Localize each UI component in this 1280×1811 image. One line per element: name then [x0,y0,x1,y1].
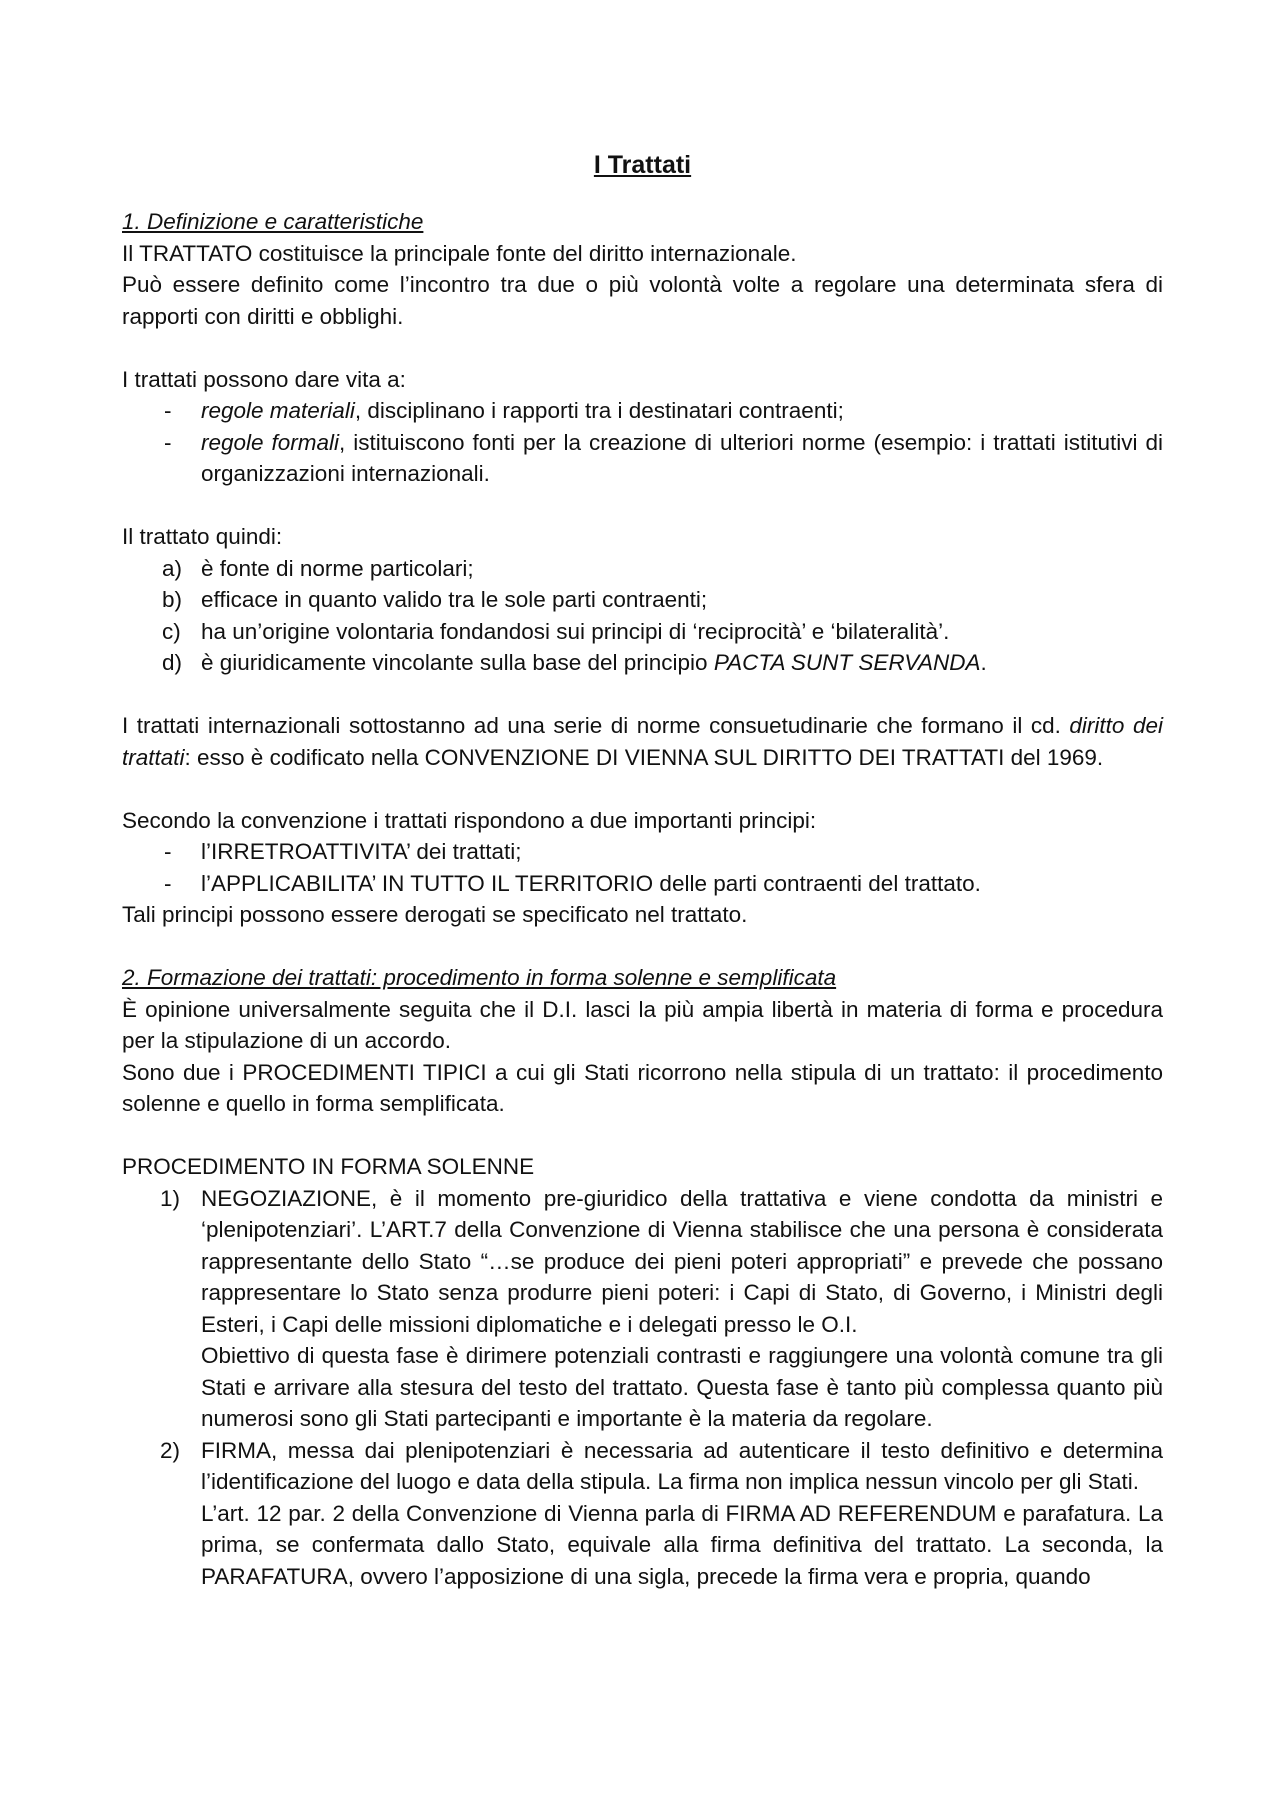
point-text: efficace in quanto valido tra le sole parti contraenti; [201,587,708,612]
list-item [122,647,1163,679]
rule-text: , disciplinano i rapporti tra i destinatari contraenti; [354,398,844,423]
point-tail: . [980,650,987,675]
list-item [122,427,1163,490]
section-heading-1: 1. Definizione e caratteristiche [122,209,424,234]
rule-term: regole materiali [201,398,355,423]
step-text-continued: Obiettivo di questa fase è dirimere potenziali contrasti e raggiungere una volontà comune tra gli Stati e arrivare alla stesura del testo del trattato. Questa fase è tanto più complessa quanto più numerosi sono gli Stati partecipanti e importante è la materia da regolare. [201,1343,1163,1431]
point-text: ha un’origine volontaria fondandosi sui principi di ‘reciprocità’ e ‘bilateralità’. [201,618,950,644]
spacer [122,332,1163,364]
principle-text: l’IRRETROATTIVITA’ dei trattati; [201,839,522,864]
list-item [122,584,1163,616]
rule-text: , istituiscono fonti per la creazione di ulteriori norme (esempio: i trattati istitutivi di organizzazioni internazionali. [201,429,1163,486]
paragraph: Sono due i PROCEDIMENTI TIPICI a cui gli Stati ricorrono nella stipula di un trattato: il procedimento solenne e quello in forma semplificata. [122,1059,1163,1116]
paragraph: I trattati possono dare vita a: [122,366,406,392]
list-item [122,1435,1163,1593]
list-marker: - [164,839,172,864]
list-marker: - [164,429,172,455]
paragraph: PROCEDIMENTO IN FORMA SOLENNE [122,1154,535,1179]
list-item [122,553,1163,585]
list-marker: b) [162,587,183,612]
paragraph-emphasis: diritto dei trattati [122,713,1163,770]
spacer [122,490,1163,522]
point-text: è fonte di norme particolari; [201,555,474,581]
paragraph: Secondo la convenzione i trattati rispondono a due importanti principi: [122,807,817,833]
list-marker: d) [162,650,183,675]
rule-term: regole formali [201,429,340,455]
spacer [122,679,1163,711]
point-emphasis: PACTA SUNT SERVANDA [713,650,981,675]
list-item [122,616,1163,648]
points-list [122,553,1163,679]
step-text: FIRMA, messa dai plenipotenziari è necessaria ad autenticare il testo definitivo e determina l’identificazione del luogo e data della stipula. La firma non implica nessun vincolo per gli Stati. [201,1437,1163,1494]
list-marker: - [164,870,172,896]
list-item [122,836,1163,868]
paragraph: Tali principi possono essere derogati se specificato nel trattato. [122,902,748,927]
paragraph [122,710,1163,773]
list-marker: 2) [160,1437,181,1463]
list-marker: 1) [160,1185,181,1211]
spacer [122,931,1163,963]
list-marker: a) [162,555,183,581]
paragraph: Il TRATTATO costituisce la principale fonte del diritto internazionale. [122,240,797,266]
step-text-continued: L’art. 12 par. 2 della Convenzione di Vienna parla di FIRMA AD REFERENDUM e parafatura. La prima, se confermata dallo Stato, equivale alla firma definitiva del trattato. La seconda, la PARAFATURA, ovvero l’apposizione di una sigla, precede la firma vera e propria, quando [201,1500,1163,1589]
section-heading-2: 2. Formazione dei trattati: procedimento in forma solenne e semplificata [122,965,837,990]
page-title: I Trattati [593,151,692,179]
principle-text: l’APPLICABILITA’ IN TUTTO IL TERRITORIO delle parti contraenti del trattato. [201,870,981,896]
point-text: è giuridicamente vincolante sulla base del principio [201,650,714,675]
list-marker: - [164,398,172,423]
principles-list [122,836,1163,899]
list-item [122,868,1163,900]
list-marker: c) [162,618,181,644]
list-item [122,395,1163,427]
paragraph: Può essere definito come l’incontro tra due o più volontà volte a regolare una determinata sfera di rapporti con diritti e obblighi. [122,272,1163,329]
rules-list [122,395,1163,490]
list-item [122,1183,1163,1435]
paragraph: Il trattato quindi: [122,524,283,549]
spacer [122,773,1163,805]
step-text: NEGOZIAZIONE, è il momento pre-giuridico della trattativa e viene condotta da ministri e ‘plenipotenziari’. L’ART.7 della Convenzione di Vienna stabilisce che una persona è considerata rappresentante dello Stato “…se produce dei pieni poteri appropriati” e prevede che possano rappresentare lo Stato senza produrre pieni poteri: i Capi di Stato, di Governo, i Ministri degli Esteri, i Capi delle missioni diplomatiche e i delegati presso le O.I. [201,1185,1163,1337]
paragraph-start: I trattati internazionali sottostanno ad una serie di norme consuetudinarie che formano il cd. [122,713,1070,738]
paragraph: È opinione universalmente seguita che il D.I. lasci la più ampia libertà in materia di forma e procedura per la stipulazione di un accordo. [122,996,1163,1053]
spacer [122,1120,1163,1152]
steps-list [122,1183,1163,1593]
paragraph-end: : esso è codificato nella CONVENZIONE DI VIENNA SUL DIRITTO DEI TRATTATI del 1969. [184,744,1104,770]
